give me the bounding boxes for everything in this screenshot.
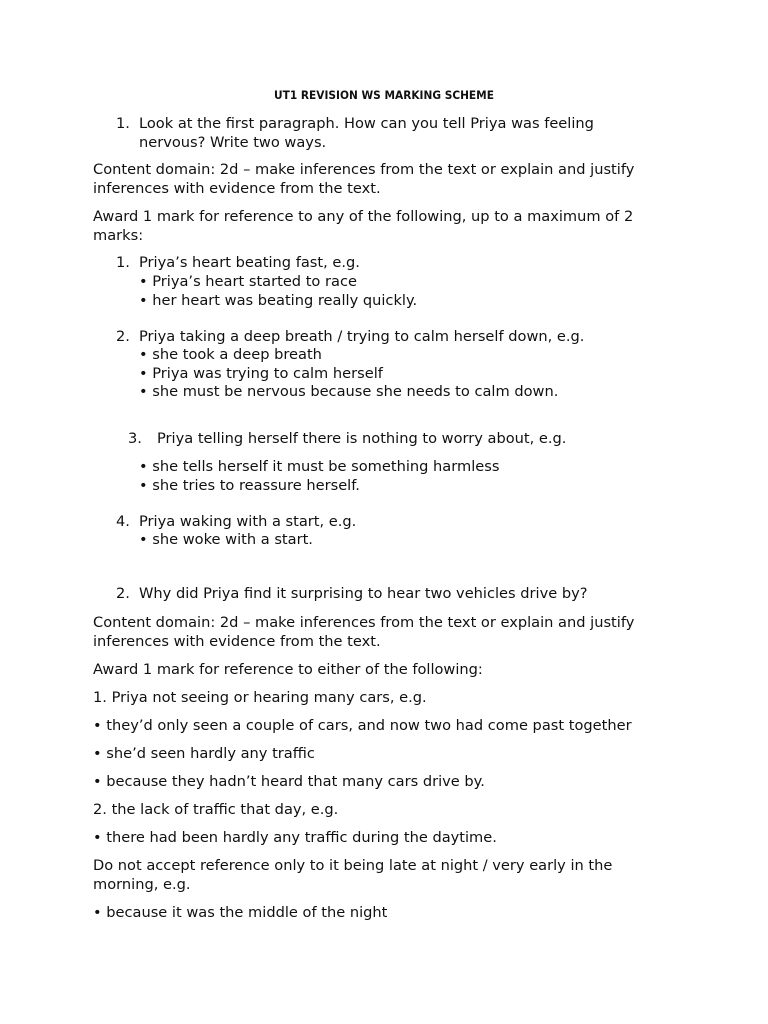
q1-item-3-example-1: • she tells herself it must be something harmless: [139, 458, 500, 475]
q2-point-1-example-1: • they’d only seen a couple of cars, and now two had come past together: [93, 717, 632, 734]
question-2-domain-line2: inferences with evidence from the text.: [93, 633, 381, 650]
question-2-number: 2.: [116, 585, 130, 602]
question-2-text: Why did Priya find it surprising to hear two vehicles drive by?: [139, 585, 588, 602]
q1-item-4-example-1: • she woke with a start.: [139, 531, 313, 548]
question-1-number: 1.: [116, 115, 130, 132]
question-1-domain-line2: inferences with evidence from the text.: [93, 180, 381, 197]
q1-item-2-example-3: • she must be nervous because she needs to calm down.: [139, 383, 559, 400]
question-1-text-line1: Look at the first paragraph. How can you tell Priya was feeling: [139, 115, 594, 132]
q2-reject-line2: morning, e.g.: [93, 876, 191, 893]
q1-item-4-text: Priya waking with a start, e.g.: [139, 513, 357, 530]
q2-point-2: 2. the lack of traffic that day, e.g.: [93, 801, 339, 818]
q2-point-1-example-2: • she’d seen hardly any traffic: [93, 745, 315, 762]
question-1-award-line1: Award 1 mark for reference to any of the following, up to a maximum of 2: [93, 208, 634, 225]
q1-item-3-number: 3.: [128, 430, 142, 447]
q2-reject-line1: Do not accept reference only to it being late at night / very early in the: [93, 857, 613, 874]
question-1-award-line2: marks:: [93, 227, 144, 244]
q1-item-2-example-2: • Priya was trying to calm herself: [139, 365, 383, 382]
q1-item-3-example-2: • she tries to reassure herself.: [139, 477, 360, 494]
q1-item-1-example-1: • Priya’s heart started to race: [139, 273, 357, 290]
q2-point-2-example-1: • there had been hardly any traffic during the daytime.: [93, 829, 497, 846]
q1-item-2-text: Priya taking a deep breath / trying to calm herself down, e.g.: [139, 328, 585, 345]
question-1-text-line2: nervous? Write two ways.: [139, 134, 327, 151]
document-title: UT1 REVISION WS MARKING SCHEME: [274, 88, 494, 102]
question-1-domain-line1: Content domain: 2d – make inferences from the text or explain and justify: [93, 161, 635, 178]
q1-item-1-number: 1.: [116, 254, 130, 271]
question-2-award: Award 1 mark for reference to either of the following:: [93, 661, 483, 678]
q1-item-3-text: Priya telling herself there is nothing to worry about, e.g.: [157, 430, 567, 447]
question-2-domain-line1: Content domain: 2d – make inferences from the text or explain and justify: [93, 614, 635, 631]
q1-item-2-number: 2.: [116, 328, 130, 345]
q2-point-1: 1. Priya not seeing or hearing many cars, e.g.: [93, 689, 427, 706]
q1-item-1-example-2: • her heart was beating really quickly.: [139, 292, 418, 309]
q2-reject-example-1: • because it was the middle of the night: [93, 904, 388, 921]
q1-item-2-example-1: • she took a deep breath: [139, 346, 322, 363]
q1-item-1-text: Priya’s heart beating fast, e.g.: [139, 254, 360, 271]
q2-point-1-example-3: • because they hadn’t heard that many cars drive by.: [93, 773, 485, 790]
q1-item-4-number: 4.: [116, 513, 130, 530]
